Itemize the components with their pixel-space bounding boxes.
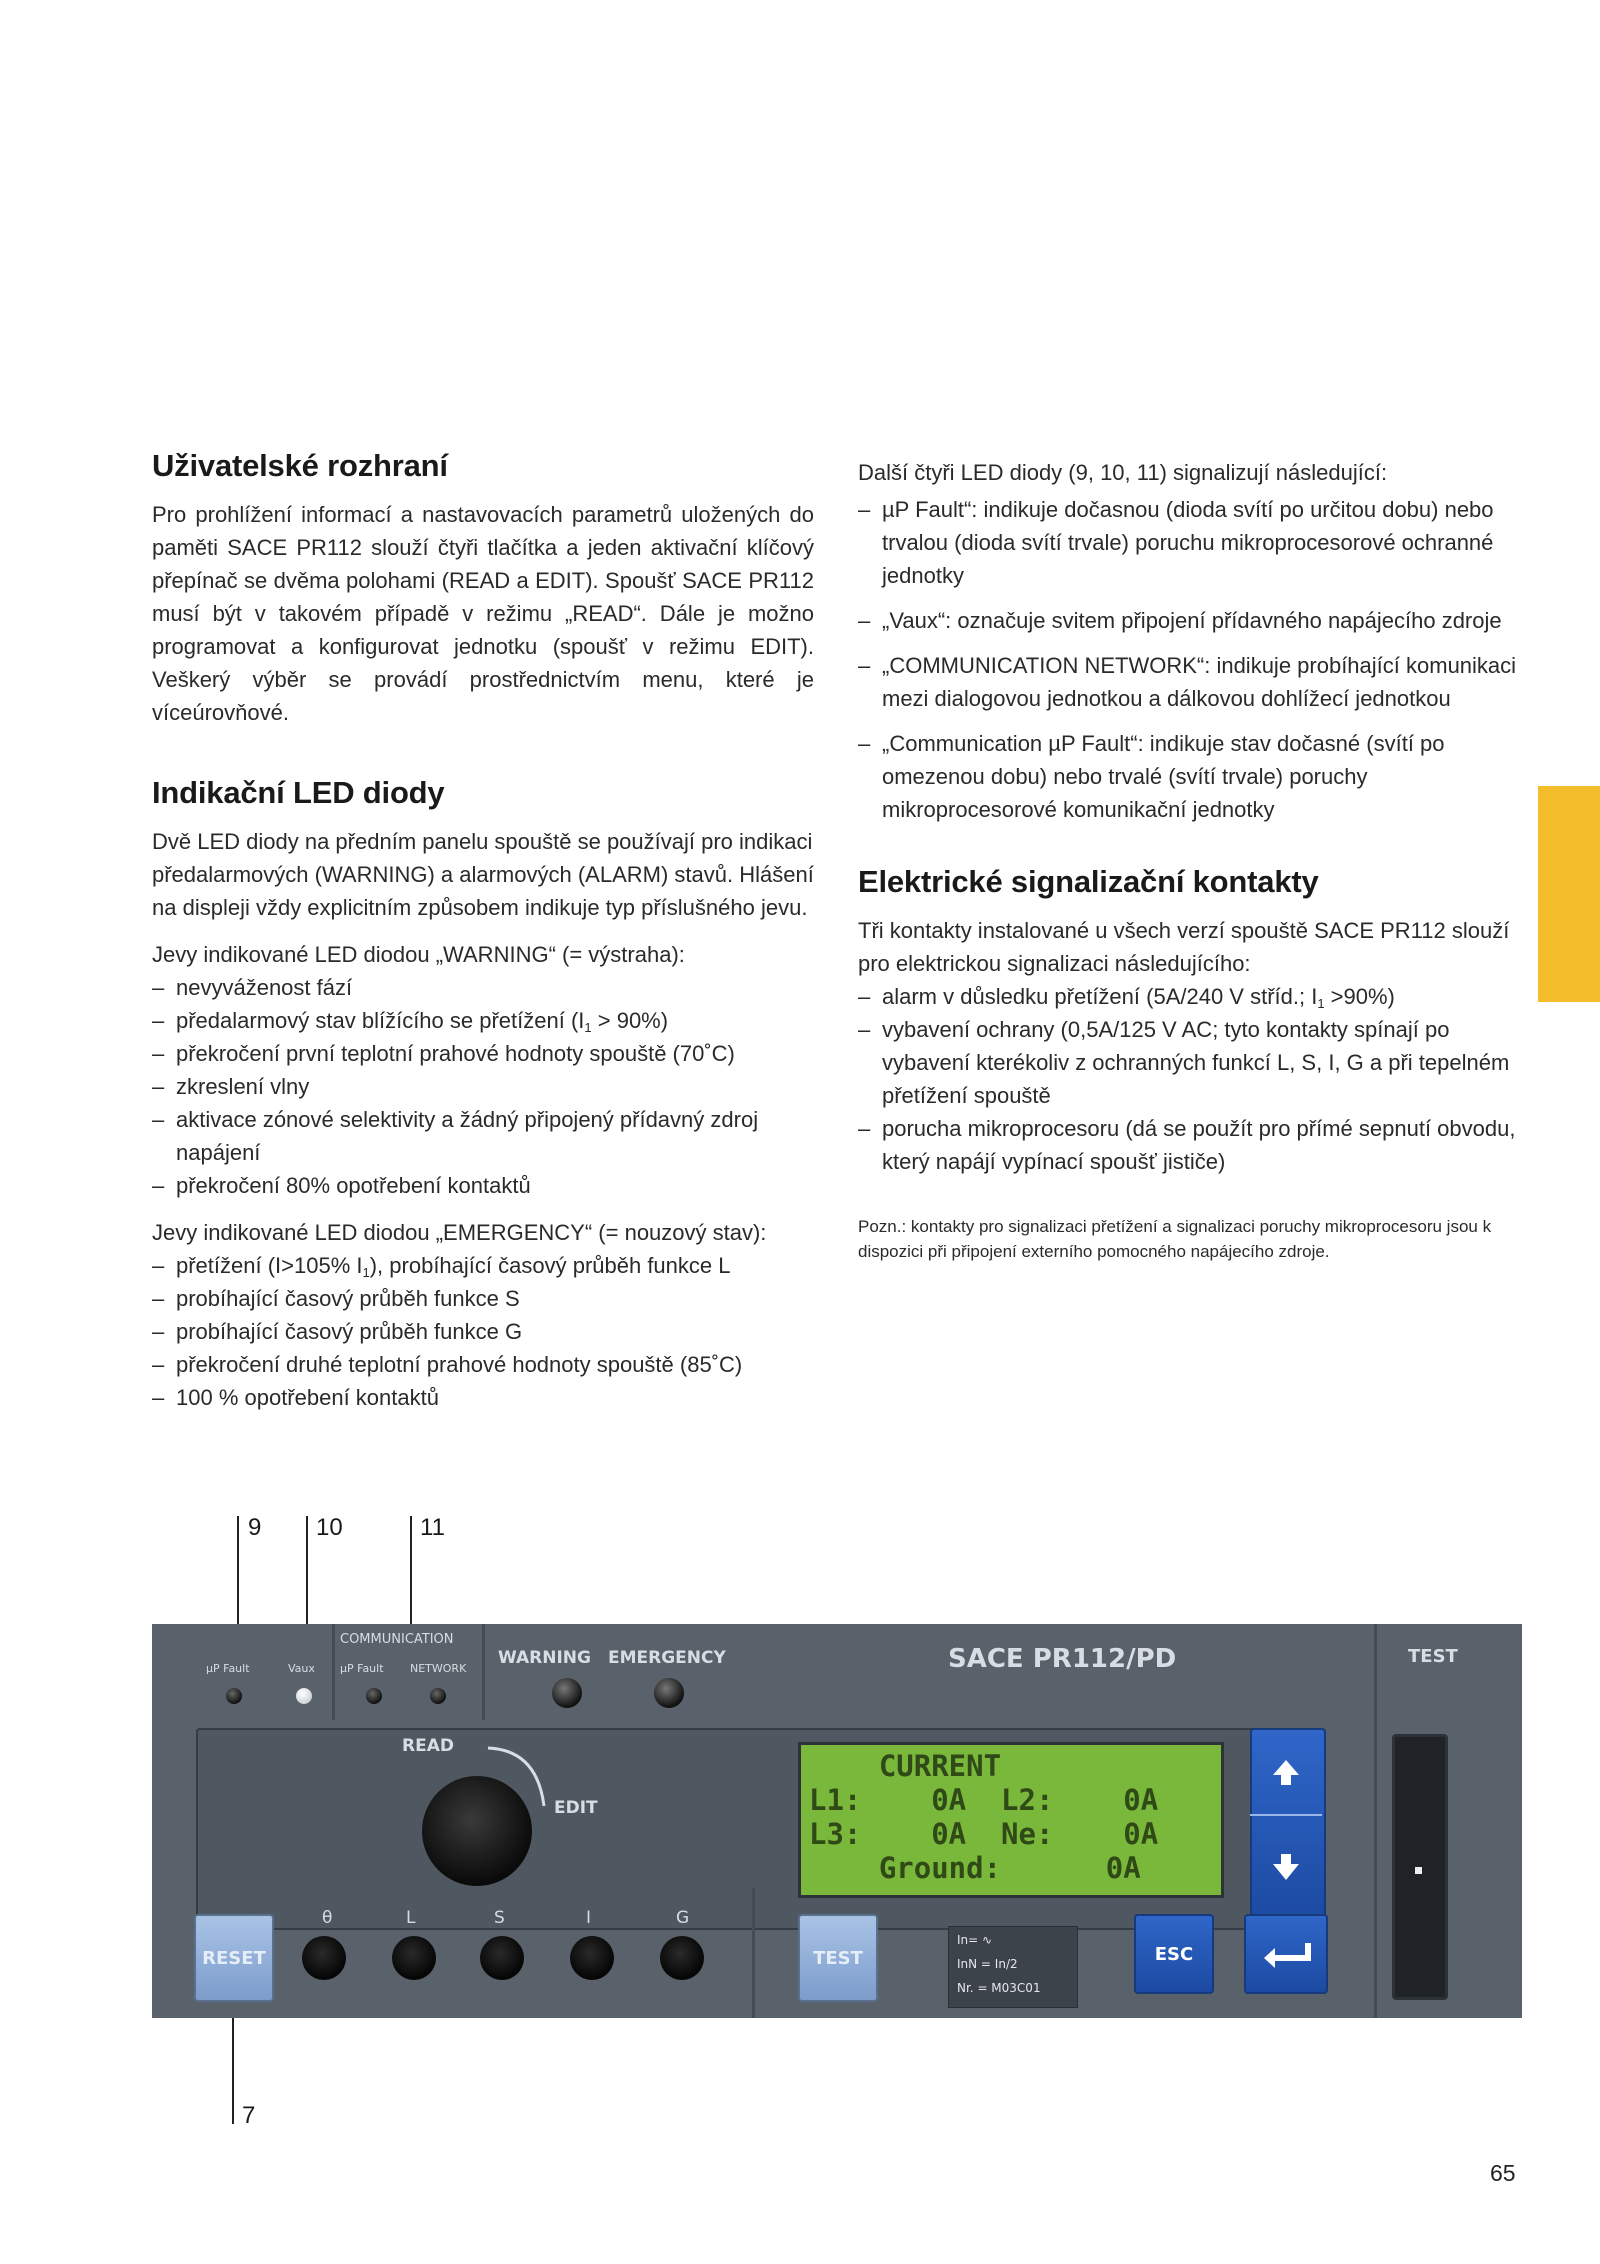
list-item: – nevyváženost fází xyxy=(152,971,814,1004)
emergency-intro: Jevy indikované LED diodou „EMERGENCY“ (= nouzový stav): xyxy=(152,1220,767,1245)
list-item: – aktivace zónové selektivity a žádný připojený přídavný zdroj napájení xyxy=(152,1103,814,1169)
list-item: – „Communication µP Fault“: indikuje stav dočasné (svítí po omezenou dobu) nebo trvalé (svítí trvale) poruchy mikroprocesorové komunikační jednotky xyxy=(858,727,1518,826)
warning-label: WARNING xyxy=(498,1648,591,1668)
list-item: – µP Fault“: indikuje dočasnou (dioda svítí po určitou dobu) nebo trvalou (dioda svítí trvale) poruchu mikroprocesorové ochranné jednotky xyxy=(858,493,1518,592)
led-9-11-list xyxy=(858,493,1518,826)
test-button[interactable]: TEST xyxy=(798,1914,878,2002)
list-item: – předalarmový stav blížícího se přetížení $(I_1 > 90\%)$ xyxy=(152,1004,814,1037)
led-label-up-fault: µP Fault xyxy=(206,1662,250,1675)
list-item: – probíhající časový průběh funkce G xyxy=(152,1315,814,1348)
rating-row: In= ∿ xyxy=(957,1933,993,1947)
list-item: – „Vaux“: označuje svitem připojení přídavného napájecího zdroje xyxy=(858,604,1518,637)
s-button[interactable] xyxy=(480,1936,524,1980)
arrow-down-button[interactable] xyxy=(1250,1824,1322,1910)
l-button[interactable] xyxy=(392,1936,436,1980)
led-intro-paragraph: Dvě LED diody na předním panelu spouště se používají pro indikaci předalarmových (WARNING) a alarmových (ALARM) stavů. Hlášení na displeji vždy explicitním způsobem indikuje typ příslušného jevu. xyxy=(152,829,814,920)
divider xyxy=(482,1624,485,1720)
ratings-plate xyxy=(948,1926,1078,2008)
read-label: READ xyxy=(402,1736,454,1756)
led-network xyxy=(430,1688,446,1704)
arrow-up-button[interactable] xyxy=(1250,1734,1322,1810)
lcd-row: CURRENT xyxy=(809,1749,1002,1783)
test-label-top: TEST xyxy=(1408,1646,1458,1667)
lcd-row: L1: 0A L2: 0A xyxy=(809,1783,1159,1817)
heading-led-indicators: Indikační LED diody xyxy=(152,775,445,810)
list-item: – vybavení ochrany (0,5A/125 V AC; tyto kontakty spínají po vybavení kterékoliv z ochranných funkcí L, S, I, G a při tepelném přetížení spouště xyxy=(858,1013,1518,1112)
list-item: – 100 % opotřebení kontaktů xyxy=(152,1381,814,1414)
led-up-fault xyxy=(226,1688,242,1704)
arrow-down-icon xyxy=(1271,1852,1301,1882)
footnote: Pozn.: kontakty pro signalizaci přetížení a signalizaci poruchy mikroprocesoru jsou k dispozici při připojení externího pomocného napájecího zdroje. xyxy=(858,1217,1492,1261)
rating-row: InN = In/2 xyxy=(957,1957,1018,1971)
list-item: – překročení 80% opotřebení kontaktů xyxy=(152,1169,814,1202)
callout-9: 9 xyxy=(248,1514,262,1541)
g-button[interactable] xyxy=(660,1936,704,1980)
list-item: – překročení první teplotní prahové hodnoty spouště (70˚C) xyxy=(152,1037,814,1070)
callout-10: 10 xyxy=(316,1514,343,1541)
key-switch[interactable] xyxy=(422,1776,532,1886)
left-column xyxy=(152,448,814,1414)
emergency-list xyxy=(152,1249,814,1414)
lcd-row: L3: 0A Ne: 0A xyxy=(809,1817,1159,1851)
led-label-comm-up-fault: µP Fault xyxy=(340,1662,384,1675)
led-comm-up-fault xyxy=(366,1688,382,1704)
connector-pin xyxy=(1415,1867,1422,1874)
arrow-up-icon xyxy=(1271,1757,1301,1787)
warning-list xyxy=(152,971,814,1202)
list-item: – probíhající časový průběh funkce S xyxy=(152,1282,814,1315)
led-label-network: NETWORK xyxy=(410,1662,467,1675)
section-tab xyxy=(1538,786,1600,1002)
divider xyxy=(752,1888,755,2018)
user-interface-paragraph: Pro prohlížení informací a nastavovacích parametrů uložených do paměti SACE PR112 slouží čtyři tlačítka a jeden aktivační klíčový přepínač se dvěma polohami (READ a EDIT). Spoušť SACE PR112 musí být v takovém případě v režimu „READ“. Dále je možno programovat a konfigurovat jednotku (spoušť v režimu EDIT). Veškerý výběr se provádí prostřednictvím menu, které je víceúrovňové. xyxy=(152,502,814,725)
function-label: S xyxy=(494,1908,505,1928)
emergency-label: EMERGENCY xyxy=(608,1648,726,1668)
divider xyxy=(1250,1814,1322,1816)
list-item: – porucha mikroprocesoru (dá se použít pro přímé sepnutí obvodu, který napájí vypínací spoušť jističe) xyxy=(858,1112,1518,1178)
esc-button[interactable]: ESC xyxy=(1134,1914,1214,1994)
comm-label: COMMUNICATION xyxy=(340,1632,454,1647)
led-9-11-intro: Další čtyři LED diody (9, 10, 11) signalizují následující: xyxy=(858,460,1388,485)
device-panel xyxy=(152,1624,1522,2018)
edit-label: EDIT xyxy=(554,1798,598,1818)
lcd-row: Ground: 0A xyxy=(809,1851,1141,1885)
device-title: SACE PR112/PD xyxy=(948,1644,1177,1674)
list-item: – překročení druhé teplotní prahové hodnoty spouště (85˚C) xyxy=(152,1348,814,1381)
function-label: θ xyxy=(322,1908,333,1928)
enter-button[interactable] xyxy=(1244,1914,1328,1994)
led-vaux xyxy=(296,1688,312,1704)
warning-intro: Jevy indikované LED diodou „WARNING“ (= výstraha): xyxy=(152,942,685,967)
list-item: – zkreslení vlny xyxy=(152,1070,814,1103)
i-button[interactable] xyxy=(570,1936,614,1980)
warning-led xyxy=(552,1678,582,1708)
list-item: – „COMMUNICATION NETWORK“: indikuje probíhající komunikaci mezi dialogovou jednotkou a dálkovou dohlížecí jednotkou xyxy=(858,649,1518,715)
function-label: I xyxy=(586,1908,592,1928)
right-column xyxy=(858,456,1518,1264)
divider xyxy=(1374,1624,1377,2018)
callout-7: 7 xyxy=(242,2102,256,2129)
divider xyxy=(332,1624,335,1720)
reset-button[interactable]: RESET xyxy=(194,1914,274,2002)
signal-contacts-list xyxy=(858,980,1518,1178)
heading-user-interface: Uživatelské rozhraní xyxy=(152,448,448,483)
rating-row: Nr. = M03C01 xyxy=(957,1981,1041,1995)
callout-11: 11 xyxy=(420,1514,445,1541)
lcd-display xyxy=(798,1742,1224,1898)
enter-icon xyxy=(1261,1939,1311,1969)
led-label-vaux: Vaux xyxy=(288,1662,315,1675)
test-connector[interactable] xyxy=(1392,1734,1448,2000)
heading-signal-contacts: Elektrické signalizační kontakty xyxy=(858,864,1319,899)
list-item: – přetížení (I>105% $I_1$), probíhající časový průběh funkce L xyxy=(152,1249,814,1282)
emergency-led xyxy=(654,1678,684,1708)
page-number: 65 xyxy=(1490,2160,1516,2186)
signal-contacts-intro: Tři kontakty instalované u všech verzí spouště SACE PR112 slouží pro elektrickou signalizaci následujícího: xyxy=(858,918,1510,976)
theta-button[interactable] xyxy=(302,1936,346,1980)
function-label: L xyxy=(406,1908,416,1928)
list-item: – alarm v důsledku přetížení (5A/240 V stříd.; $I_1 >90\%$) xyxy=(858,980,1518,1013)
function-label: G xyxy=(676,1908,690,1928)
